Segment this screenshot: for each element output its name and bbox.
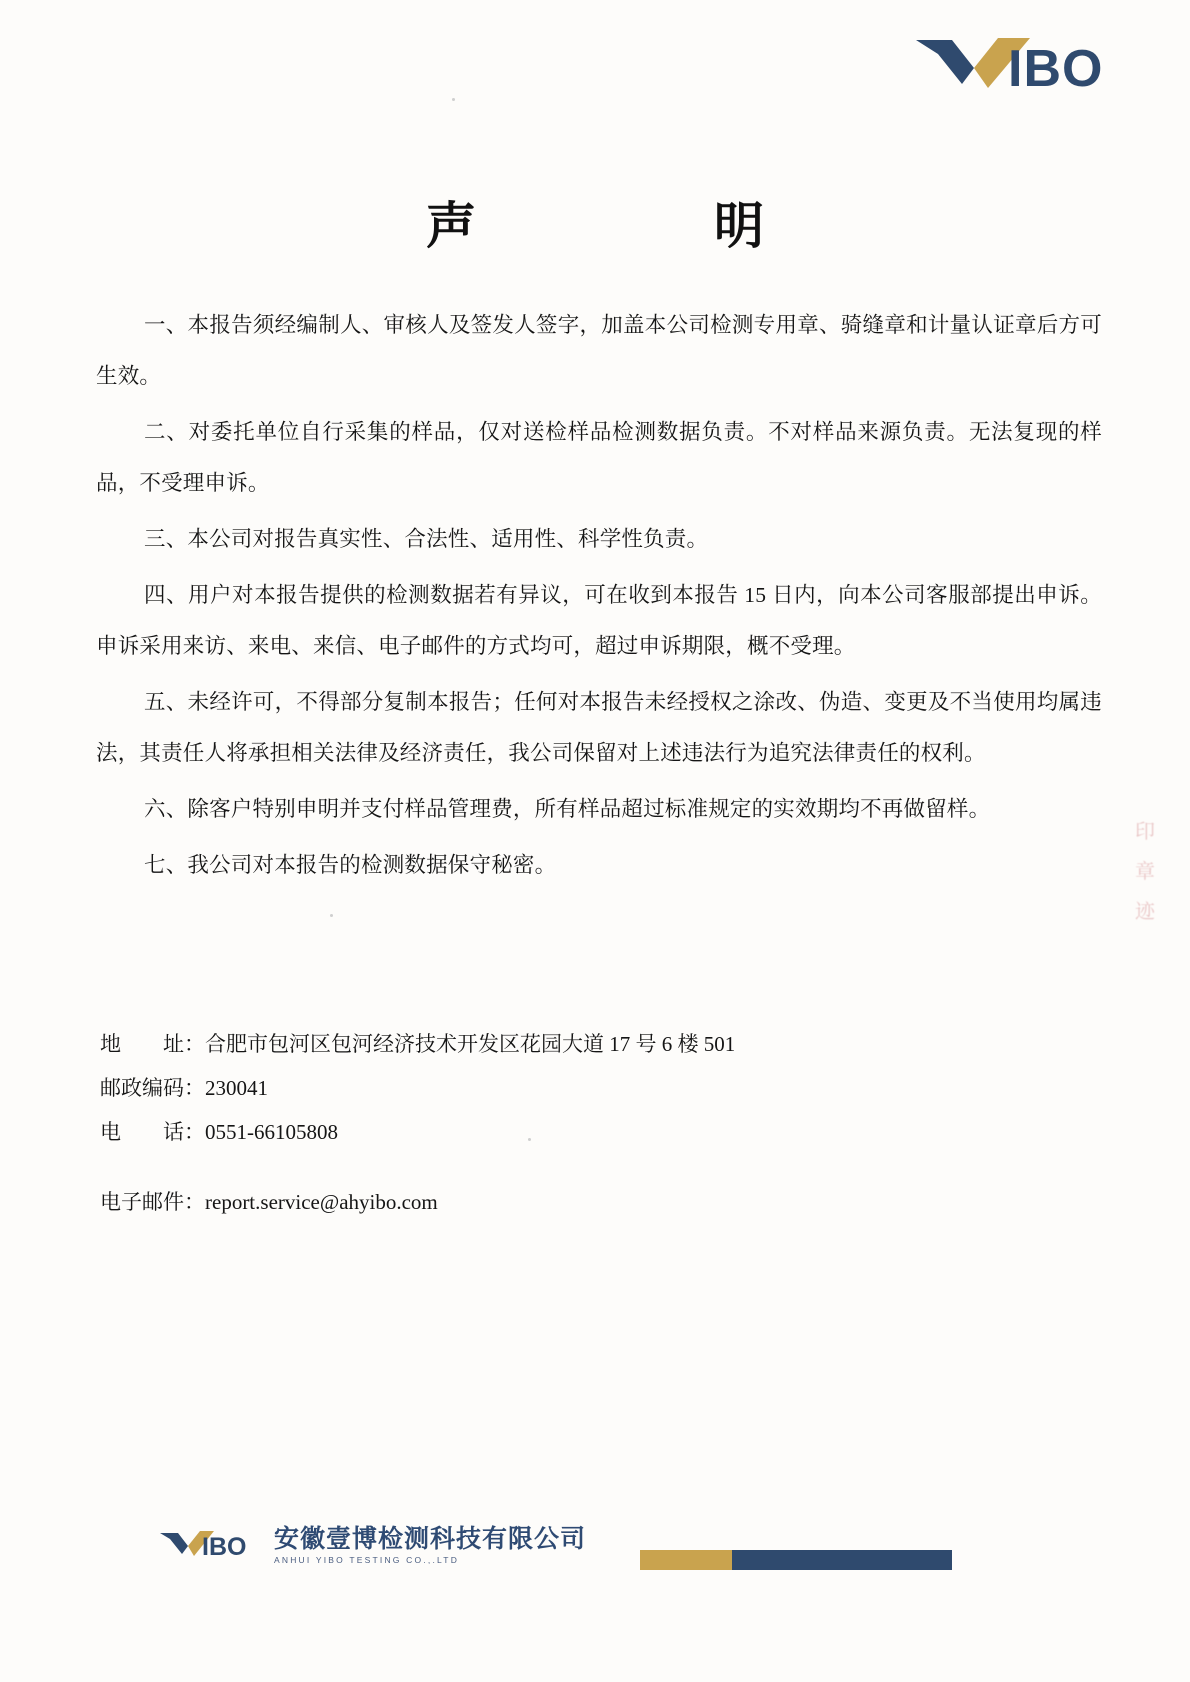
paper-speck [528, 1138, 531, 1141]
company-logo-footer [158, 1526, 586, 1565]
statement-paragraph: 七、我公司对本报告的检测数据保守秘密。 [144, 853, 557, 877]
seal-char: 章 [1135, 861, 1155, 883]
red-seal-remnant [1110, 812, 1180, 1012]
statement-paragraph: 四、用户对本报告提供的检测数据若有异议，可在收到本报告 15 日内，向本公司客服部提出申诉。申诉采用来访、来电、来信、电子邮件的方式均可，超过申诉期限，概不受理。 [96, 583, 1102, 658]
page-title: 声 明 [426, 198, 810, 254]
footer-company-name-cn: 安徽壹博检测科技有限公司 [274, 1525, 587, 1553]
contact-address: 地 址：合肥市包河区包河经济技术开发区花园大道 17 号 6 楼 501 [100, 1032, 736, 1056]
page-footer [0, 1526, 1190, 1596]
statement-paragraph: 二、对委托单位自行采集的样品，仅对送检样品检测数据负责。不对样品来源负责。无法复现的样品，不受理申诉。 [96, 420, 1102, 495]
statement-paragraph: 一、本报告须经编制人、审核人及签发人签字，加盖本公司检测专用章、骑缝章和计量认证章后方可生效。 [96, 313, 1102, 388]
svg-text:IBO: IBO [1008, 40, 1104, 98]
contact-info [100, 1022, 1000, 1224]
paper-speck [330, 914, 333, 917]
statement-paragraph: 五、未经许可，不得部分复制本报告；任何对本报告未经授权之涂改、伪造、变更及不当使用均属违法，其责任人将承担相关法律及经济责任，我公司保留对上述违法行为追究法律责任的权利。 [96, 690, 1102, 765]
company-logo-header [912, 34, 1142, 102]
contact-postcode: 邮政编码：230041 [100, 1076, 268, 1100]
statement-body [96, 300, 1102, 896]
footer-color-bars [640, 1550, 952, 1570]
seal-char: 印 [1135, 821, 1155, 843]
footer-company-name-en: ANHUI YIBO TESTING CO.,.LTD [274, 1555, 460, 1566]
contact-phone: 电 话：0551-66105808 [100, 1120, 338, 1144]
footer-bar-navy [732, 1550, 952, 1570]
contact-email: 电子邮件：report.service@ahyibo.com [100, 1190, 438, 1214]
svg-text:IBO: IBO [202, 1532, 247, 1561]
seal-char: 迹 [1135, 901, 1155, 923]
footer-bar-gold [640, 1550, 732, 1570]
statement-paragraph: 三、本公司对报告真实性、合法性、适用性、科学性负责。 [144, 527, 709, 551]
statement-paragraph: 六、除客户特别申明并支付样品管理费，所有样品超过标准规定的实效期均不再做留样。 [144, 797, 991, 821]
paper-speck [452, 98, 455, 101]
